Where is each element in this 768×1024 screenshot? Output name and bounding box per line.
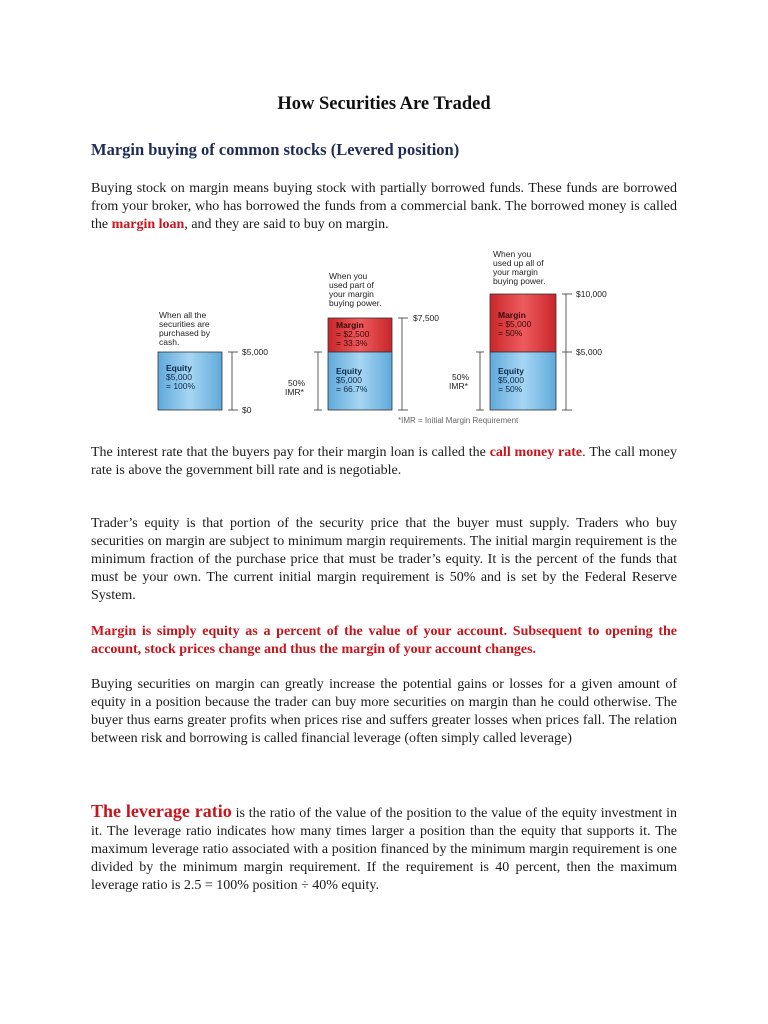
bar1-equity-label: Equity $5,000 = 100% bbox=[166, 363, 196, 391]
paragraph-call-money bbox=[91, 444, 677, 480]
bar2-level-7500: $7,500 bbox=[413, 313, 439, 323]
bar3-level-10000: $10,000 bbox=[576, 289, 607, 299]
paragraph-margin-definition: Margin is simply equity as a percent of the value of your account. Subsequent to opening the account, stock prices change and thus the margin of your account changes. bbox=[91, 624, 677, 657]
bar1-caption: When all the securities are purchased by cash. bbox=[159, 310, 211, 347]
bar3-margin-label: Margin = $5,000 = 50% bbox=[498, 310, 532, 338]
page-title: How Securities Are Traded bbox=[277, 94, 491, 114]
section-heading: Margin buying of common stocks (Levered position) bbox=[91, 140, 460, 159]
term-leverage-ratio: The leverage ratio bbox=[91, 801, 232, 821]
bar-full-margin bbox=[449, 249, 607, 410]
paragraph-text: Buying stock on margin means buying stock with partially borrowed funds. These funds are borrowed from your broker, who has borrowed the funds from a commercial bank. The borrowed money is called the bbox=[91, 181, 677, 232]
bar3-imr-label: 50% IMR* bbox=[449, 372, 470, 391]
paragraph-leverage-ratio bbox=[91, 802, 677, 895]
bar2-equity-label: Equity $5,000 = 66.7% bbox=[336, 366, 368, 394]
bar1-level-5000: $5,000 bbox=[242, 347, 268, 357]
bar3-caption: When you used up all of your margin buying power. bbox=[493, 249, 546, 286]
bar2-imr-label: 50% IMR* bbox=[285, 378, 306, 397]
term-call-money-rate: call money rate bbox=[489, 445, 583, 460]
bar-cash-only bbox=[158, 310, 268, 415]
bar2-margin-label: Margin = $2,500 = 33.3% bbox=[336, 320, 370, 348]
bar3-level-5000: $5,000 bbox=[576, 347, 602, 357]
paragraph-leverage-gains: Buying securities on margin can greatly increase the potential gains or losses for a given amount of equity in a position because the trader can buy more securities on margin than he could otherwise. The buyer thus earns greater profits when prices rise and suffers greater losses when prices fall. The relation between risk and borrowing is called financial leverage (often simply called leverage) bbox=[91, 677, 677, 746]
paragraph-text: . The call money rate is above the government bill rate and is negotiable. bbox=[91, 445, 678, 478]
paragraph-text: The interest rate that the buyers pay for their margin loan is called the bbox=[91, 445, 490, 460]
figure-footnote: *IMR = Initial Margin Requirement bbox=[398, 416, 519, 425]
paragraph-margin-buying bbox=[91, 180, 677, 234]
paragraph-traders-equity: Trader’s equity is that portion of the security price that the buyer must supply. Traders who buy securities on margin are subject to minimum margin requirements. The initial margin requirement is the minimum fraction of the purchase price that must be trader’s equity. It is the percent of the funds that must be your own. The current initial margin requirement is 50% and is set by the Federal Reserve System. bbox=[91, 516, 677, 603]
margin-figure bbox=[150, 245, 620, 430]
paragraph-text: , and they are said to buy on margin. bbox=[184, 217, 389, 232]
paragraph-text: is the ratio of the value of the position to the value of the equity investment in it. The leverage ratio indicates how many times larger a position than the equity that supports it. The maximum leverage ratio associated with a position financed by the minimum margin requirement is one divided by the minimum margin requirement. If the requirement is 40 percent, then the maximum leverage ratio is 2.5 = 100% position ÷ 40% equity. bbox=[91, 806, 677, 893]
bar-partial-margin bbox=[285, 271, 439, 410]
term-margin-loan: margin loan bbox=[111, 217, 185, 232]
bar1-level-0: $0 bbox=[242, 405, 252, 415]
bar3-equity-label: Equity $5,000 = 50% bbox=[498, 366, 524, 394]
bar2-caption: When you used part of your margin buying power. bbox=[329, 271, 382, 308]
